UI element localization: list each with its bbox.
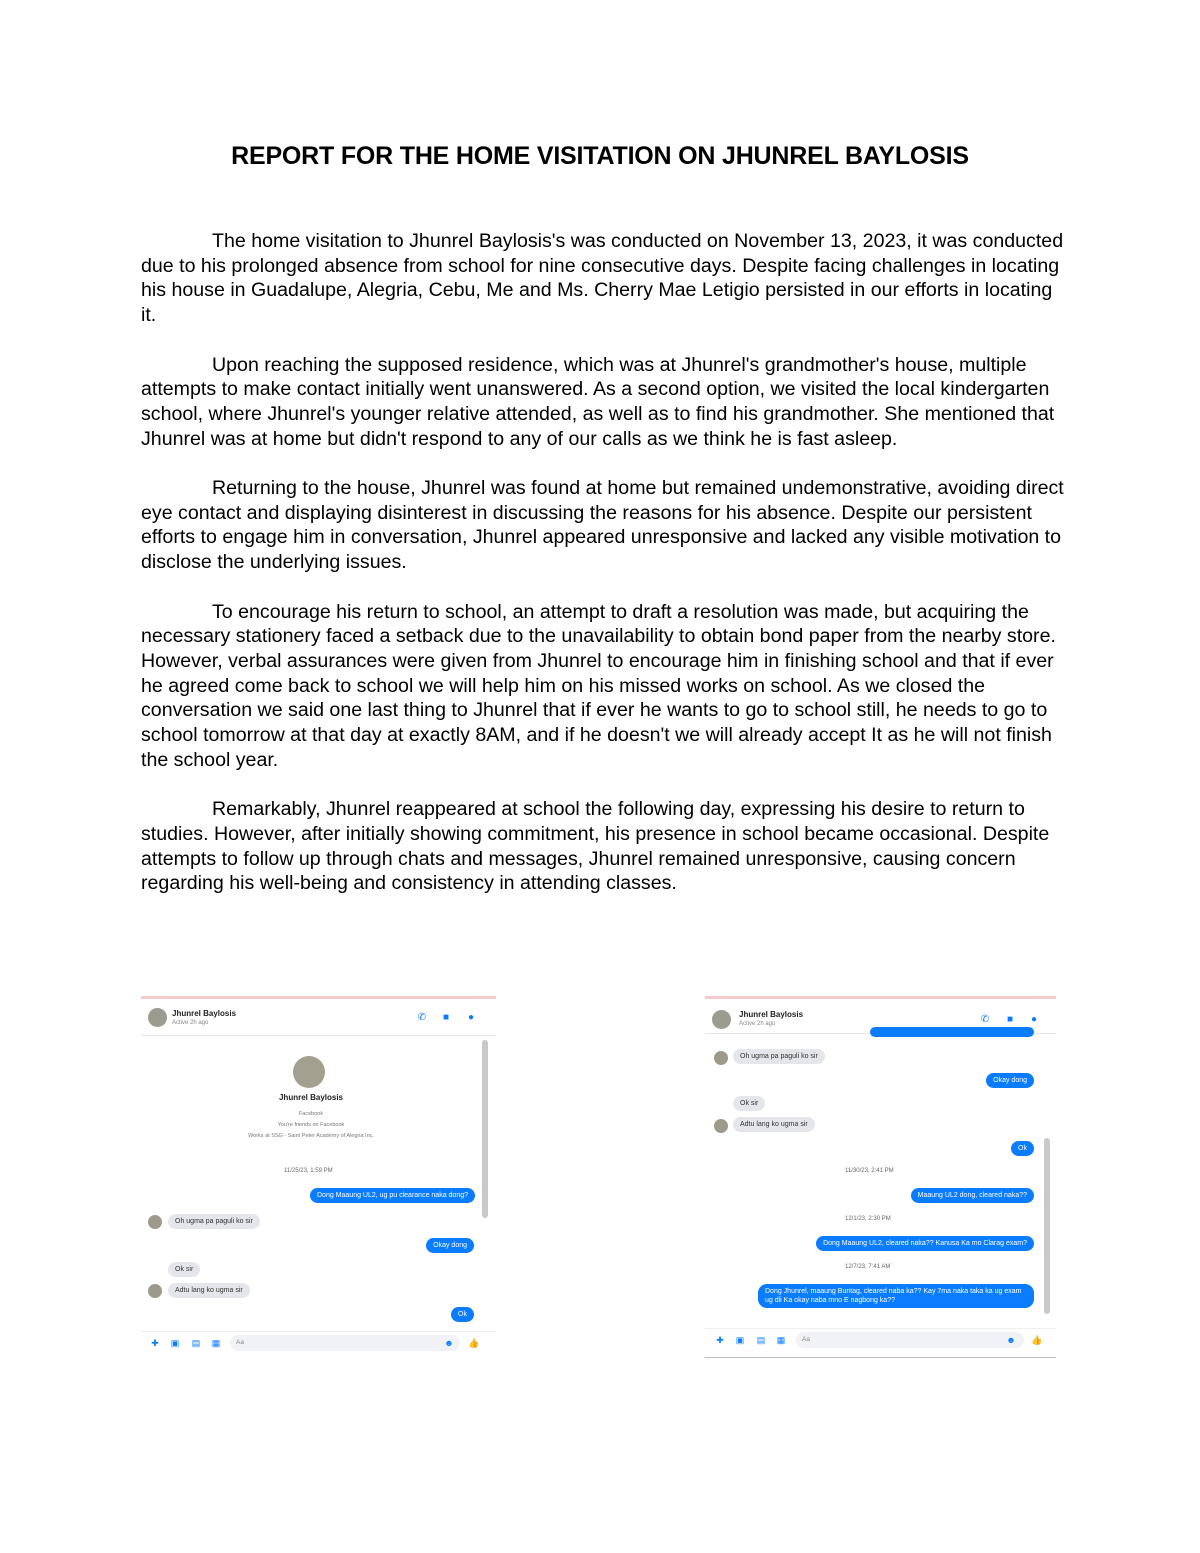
profile-line: Works at SSG - Saint Peter Academy of Alegria Inc.	[248, 1133, 374, 1139]
paragraph-2: Upon reaching the supposed residence, which was at Jhunrel's grandmother's house, multiple attempts to make contact initially went unanswered. As a second option, we visited the local kindergarten school, where Jhunrel's younger relative attended, as well as to find his grandmother. She mentioned that Jhunrel was at home but didn't respond to any of our calls as we think he is fast asleep.	[141, 353, 1055, 450]
avatar	[714, 1119, 728, 1133]
message-timestamp: 11/25/23, 1:59 PM	[284, 1168, 333, 1174]
contact-status: Active 2h ago	[172, 1020, 209, 1026]
profile-line: Facebook	[298, 1111, 324, 1117]
chat-screenshot-1	[141, 996, 496, 1358]
profile-line: You're friends on Facebook	[277, 1122, 345, 1128]
avatar	[148, 1284, 162, 1298]
message-bubble-out: Okay dong	[986, 1073, 1034, 1088]
paragraph-3: Returning to the house, Jhunrel was found at home but remained undemonstrative, avoiding direct eye contact and displaying disinterest in discussing the reasons for his absence. Despite our persistent efforts to engage him in conversation, Jhunrel appeared unresponsive and lacked any visible motivation to disclose the underlying issues.	[141, 477, 1064, 574]
message-bubble-in: Oh ugma pa paguli ko sir	[168, 1214, 260, 1229]
avatar	[714, 1051, 728, 1065]
message-input[interactable]: Aa	[796, 1332, 1024, 1348]
plus-icon[interactable]: ✚	[716, 1335, 724, 1345]
message-bubble-in: Oh ugma pa paguli ko sir	[733, 1049, 825, 1064]
message-composer	[705, 1328, 1056, 1357]
message-bubble-out: Okay dong	[426, 1238, 474, 1253]
sticker-icon[interactable]: ▤	[756, 1335, 766, 1345]
phone-icon[interactable]: ✆	[980, 1014, 990, 1025]
message-bubble-in: Ok sir	[733, 1096, 765, 1111]
message-bubble-out: Ok	[1011, 1141, 1034, 1156]
paragraph-4: To encourage his return to school, an attempt to draft a resolution was made, but acquiring the necessary stationery faced a setback due to the unavailability to obtain bond paper from the nearby store. However, verbal assurances were given from Jhunrel to encourage him in finishing school and that if ever he agreed come back to school we will help him on his missed works on school. As we closed the conversation we said one last thing to Jhunrel that if ever he wants to go to school still, he needs to go to school tomorrow at that day at exactly 8AM, and if he doesn't we will already accept It as he will not finish the school year.	[141, 600, 1056, 771]
gif-icon[interactable]: ▦	[776, 1335, 786, 1345]
emoji-icon[interactable]: ☻	[1006, 1335, 1016, 1345]
document-title: REPORT FOR THE HOME VISITATION ON JHUNREL BAYLOSIS	[231, 142, 969, 170]
paragraph-1: The home visitation to Jhunrel Baylosis's was conducted on November 13, 2023, it was conducted due to his prolonged absence from school for nine consecutive days. Despite facing challenges in locating his house in Guadalupe, Alegria, Cebu, Me and Ms. Cherry Mae Letigio persisted in our efforts in locating it.	[141, 230, 1064, 327]
message-bubble-out: Dong Jhunrel, maaung Buntag, cleared naba ka?? Kay 7ma naka taka ka ug exam ug dli Ka okay naba mno E nagbong ka??	[758, 1284, 1034, 1308]
report-body	[141, 229, 1071, 921]
emoji-icon[interactable]: ☻	[444, 1338, 454, 1348]
phone-icon[interactable]: ✆	[417, 1012, 427, 1023]
message-timestamp: 12/7/23, 7:41 AM	[845, 1264, 891, 1270]
gif-icon[interactable]: ▦	[211, 1338, 221, 1348]
chat-screenshot-2	[705, 996, 1056, 1358]
image-icon[interactable]: ▣	[170, 1338, 180, 1348]
profile-avatar	[293, 1056, 325, 1088]
message-composer	[141, 1331, 496, 1358]
message-bubble-in: Adtu lang ko ugma sir	[733, 1117, 815, 1132]
message-bubble-out-partial	[870, 1027, 1034, 1037]
message-input[interactable]: Aa	[230, 1335, 460, 1351]
message-bubble-in: Adtu lang ko ugma sir	[168, 1283, 250, 1298]
paragraph-5: Remarkably, Jhunrel reappeared at school the following day, expressing his desire to return to studies. However, after initially showing commitment, his presence in school became occasional. Despite attempts to follow up through chats and messages, Jhunrel remained unresponsive, causing concern regarding his well-being and consistency in attending classes.	[141, 798, 1050, 895]
sticker-icon[interactable]: ▤	[191, 1338, 201, 1348]
thumbs-up-icon[interactable]: 👍	[468, 1338, 480, 1348]
contact-status: Active 2h ago	[739, 1021, 776, 1027]
message-bubble-out: Dong Maaung UL2, cleared naka?? Kanusa Ka mo Clarag exam?	[816, 1236, 1034, 1251]
avatar[interactable]	[148, 1008, 167, 1027]
scrollbar[interactable]	[482, 1040, 488, 1218]
profile-name: Jhunrel Baylosis	[278, 1093, 344, 1102]
contact-name: Jhunrel Baylosis	[172, 1009, 237, 1018]
contact-name: Jhunrel Baylosis	[739, 1010, 804, 1019]
message-bubble-out: Ok	[451, 1307, 474, 1322]
message-bubble-out: Dong Maaung UL2, ug pu clearance naka dong?	[310, 1188, 475, 1203]
info-icon[interactable]: ●	[1030, 1014, 1038, 1025]
avatar[interactable]	[712, 1010, 731, 1029]
avatar	[148, 1215, 162, 1229]
divider	[705, 1357, 1056, 1358]
plus-icon[interactable]: ✚	[151, 1338, 159, 1348]
message-bubble-out: Maaung UL2 dong, cleared naka??	[911, 1188, 1034, 1203]
message-bubble-in: Ok sir	[168, 1262, 200, 1277]
chat-header	[141, 999, 496, 1036]
message-timestamp: 12/1/23, 2:30 PM	[845, 1216, 891, 1222]
video-camera-icon[interactable]: ■	[1006, 1014, 1014, 1025]
info-icon[interactable]: ●	[467, 1012, 475, 1023]
video-camera-icon[interactable]: ■	[442, 1012, 450, 1023]
thumbs-up-icon[interactable]: 👍	[1031, 1335, 1043, 1345]
image-icon[interactable]: ▣	[735, 1335, 745, 1345]
scrollbar[interactable]	[1044, 1138, 1050, 1314]
message-timestamp: 11/30/23, 2:41 PM	[845, 1168, 894, 1174]
